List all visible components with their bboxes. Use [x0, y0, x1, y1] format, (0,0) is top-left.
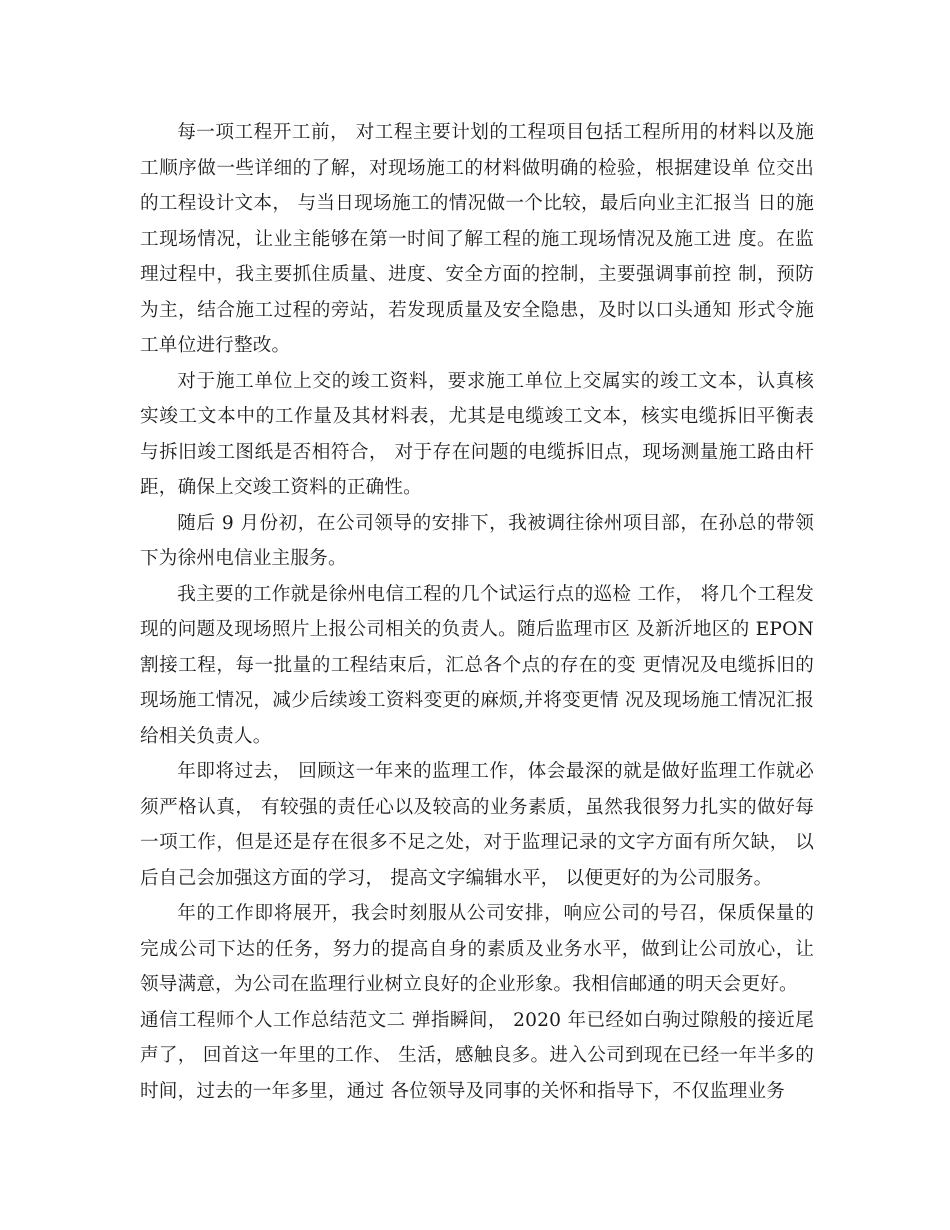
paragraph-5: 年即将过去， 回顾这一年来的监理工作，体会最深的就是做好监理工作就必须严格认真， 有较强的责任心以及较高的业务素质，虽然我很努力扎实的做好每一项工作，但是还是存在很多不足之处，对于监理记录的文字方面有所欠缺， 以后自己会加强这方面的学习， 提高文字编辑水平， 以便更好的为公司服务。 [140, 761, 814, 889]
paragraph-2: 对于施工单位上交的竣工资料，要求施工单位上交属实的竣工文本，认真核实竣工文本中的工作量及其材料表，尤其是电缆竣工文本，核实电缆拆旧平衡表与拆旧竣工图纸是否相符合， 对于存在问题的电缆拆旧点，现场测量施工路由杆距，确保上交竣工资料的正确性。 [140, 370, 814, 498]
paragraph-6: 年的工作即将展开，我会时刻服从公司安排，响应公司的号召，保质保量的完成公司下达的任务，努力的提高自身的素质及业务水平，做到让公司放心，让领导满意，为公司在监理行业树立良好的企业形象。我相信邮通的明天会更好。 [140, 903, 814, 995]
paragraph-3: 随后 9 月份初，在公司领导的安排下，我被调往徐州项目部，在孙总的带领下为徐州电信业主服务。 [140, 512, 814, 569]
paragraph-4: 我主要的工作就是徐州电信工程的几个试运行点的巡检 工作， 将几个工程发现的问题及现场照片上报公司相关的负责人。随后监理市区 及新沂地区的 EPON 割接工程，每一批量的工程结束后，汇总各个点的存在的变 更情况及电缆拆旧的现场施工情况，减少后续竣工资料变更的麻烦,并将变更情 况及现场施工情况汇报给相关负责人。 [140, 583, 814, 747]
paragraph-1: 每一项工程开工前， 对工程主要计划的工程项目包括工程所用的材料以及施工顺序做一些详细的了解，对现场施工的材料做明确的检验，根据建设单 位交出的工程设计文本， 与当日现场施工的情况做一个比较，最后向业主汇报当 日的施工现场情况，让业主能够在第一时间了解工程的施工现场情况及施工进 度。在监理过程中，我主要抓住质量、进度、安全方面的控制，主要强调事前控 制，预防为主，结合施工过程的旁站，若发现质量及安全隐患，及时以口头通知 形式令施工单位进行整改。 [140, 122, 814, 356]
document-body [140, 115, 814, 1109]
paragraph-7: 通信工程师个人工作总结范文二 弹指瞬间， 2020 年已经如白驹过隙般的接近尾声了， 回首这一年里的工作、 生活，感触良多。进入公司到现在已经一年半多的时间，过去的一年多里，通过 各位领导及同事的关怀和指导下，不仅监理业务 [140, 1009, 814, 1102]
